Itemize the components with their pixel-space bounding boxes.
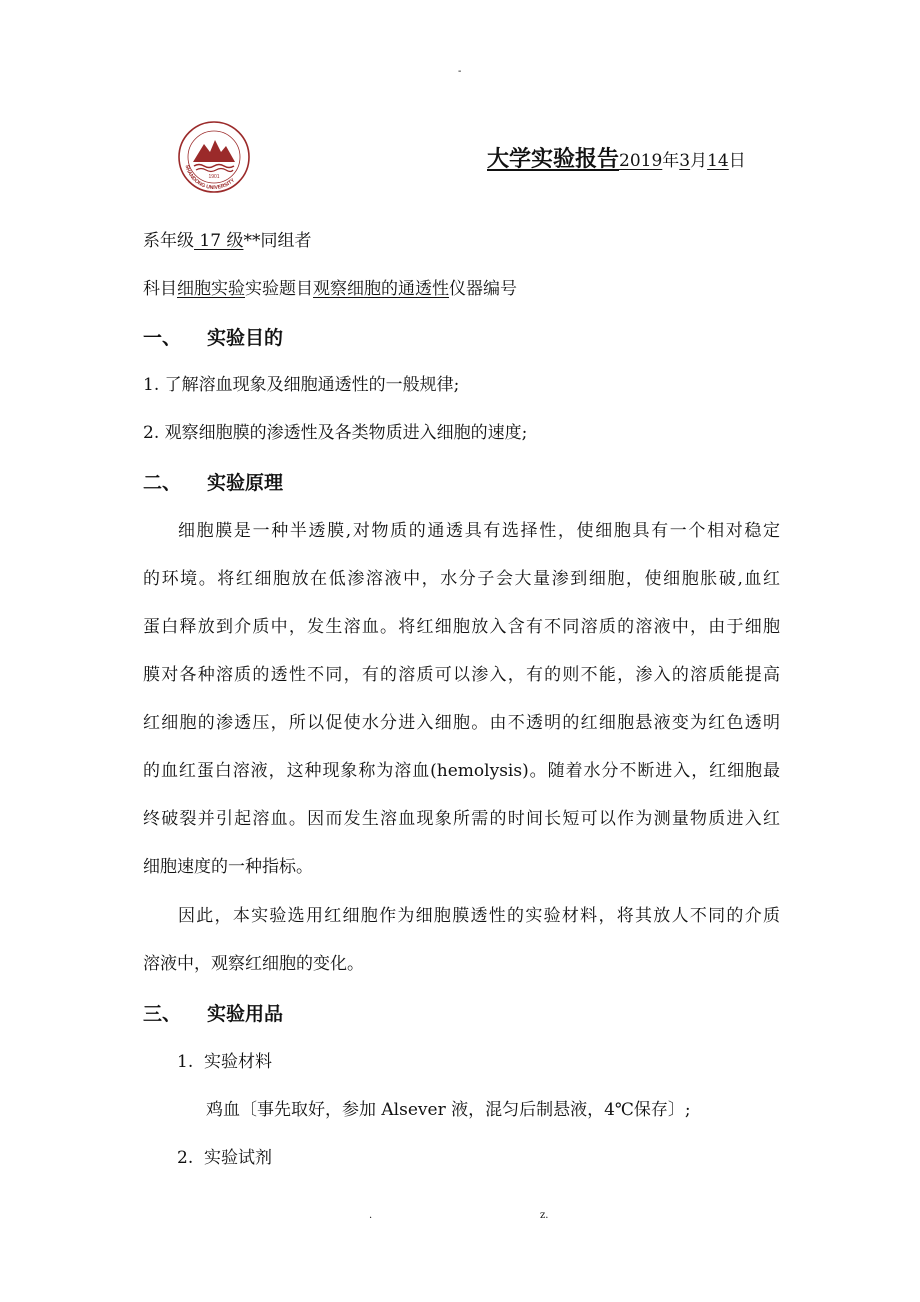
title-year-suffix: 年 [662, 151, 680, 171]
footer-left: . [369, 1210, 373, 1221]
class-value: 17 级 [194, 231, 244, 251]
paragraph-line: 的环境。将红细胞放在低渗溶液中，水分子会大量渗到细胞，使细胞胀破,血红 [143, 569, 780, 589]
section-num: 二、 [143, 472, 182, 494]
section-heading-2 [143, 470, 283, 496]
partner-label: **同组者 [243, 231, 312, 251]
info-line-subject [143, 276, 517, 302]
title-day-suffix: 日 [728, 151, 746, 171]
logo-year: 1901 [208, 174, 220, 180]
instrument-label: 仪器编号 [449, 279, 517, 299]
section-heading-1 [143, 325, 283, 351]
title-day: 14 [707, 151, 729, 171]
section-num: 三、 [143, 1003, 182, 1025]
section-title: 实验目的 [207, 327, 284, 349]
title-month: 3 [679, 151, 691, 171]
objective-item: 2. 观察细胞膜的渗透性及各类物质进入细胞的速度; [143, 423, 528, 443]
logo-text: SHANDONG UNIVERSITY [183, 164, 237, 192]
topic-label: 实验题目 [245, 279, 313, 299]
class-label: 系年级 [143, 231, 194, 251]
materials-text: 鸡血〔事先取好，参加 Alsever 液，混匀后制悬液，4℃保存〕; [206, 1100, 691, 1120]
paragraph-line: 细胞膜是一种半透膜,对物质的通透具有选择性，使细胞具有一个相对稳定 [178, 521, 780, 541]
topic-value: 观察细胞的通透性 [313, 279, 449, 299]
report-title [487, 144, 746, 176]
paragraph-line: 红细胞的渗透压，所以促使水分进入细胞。由不透明的红细胞悬液变为红色透明 [143, 713, 780, 733]
header-dash: - [458, 66, 462, 77]
paragraph-line: 溶液中，观察红细胞的变化。 [143, 954, 364, 974]
university-logo [177, 120, 251, 194]
objective-item: 1. 了解溶血现象及细胞通透性的一般规律; [143, 375, 460, 395]
paragraph-line: 膜对各种溶质的透性不同，有的溶质可以渗入，有的则不能，渗入的溶质能提高 [143, 665, 780, 685]
title-month-suffix: 月 [690, 151, 708, 171]
subject-label: 科目 [143, 279, 177, 299]
paragraph-line: 因此，本实验选用红细胞作为细胞膜透性的实验材料，将其放人不同的介质 [178, 906, 780, 926]
subject-value: 细胞实验 [177, 279, 245, 299]
paragraph-line: 的血红蛋白溶液，这种现象称为溶血(hemolysis)。随着水分不断进入，红细胞最 [143, 761, 780, 781]
paragraph-line: 蛋白释放到介质中，发生溶血。将红细胞放入含有不同溶质的溶液中，由于细胞 [143, 617, 780, 637]
subsection-reagents: 2. 实验试剂 [177, 1148, 273, 1168]
info-line-class [143, 228, 311, 254]
section-num: 一、 [143, 327, 182, 349]
footer-right: z. [540, 1210, 549, 1221]
section-title: 实验用品 [207, 1003, 284, 1025]
paragraph-line: 细胞速度的一种指标。 [143, 857, 313, 877]
title-year: 2019 [619, 151, 663, 171]
subsection-materials: 1. 实验材料 [177, 1052, 273, 1072]
title-main: 大学实验报告 [487, 146, 620, 172]
section-heading-3 [143, 1001, 283, 1027]
paragraph-line: 终破裂并引起溶血。因而发生溶血现象所需的时间长短可以作为测量物质进入红 [143, 809, 780, 829]
section-title: 实验原理 [207, 472, 284, 494]
